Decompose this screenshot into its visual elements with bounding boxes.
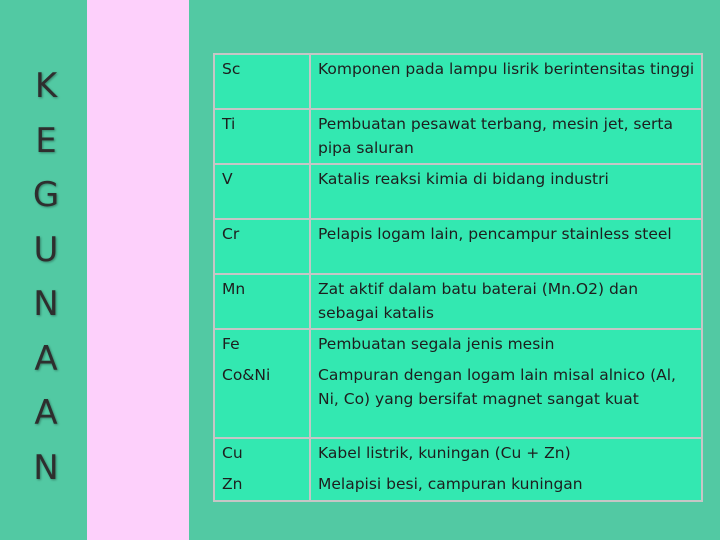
table-row bbox=[214, 438, 702, 501]
metal-uses-table bbox=[213, 53, 703, 502]
table-row bbox=[214, 54, 702, 109]
element-symbol: Mn bbox=[214, 274, 310, 329]
element-use: Zat aktif dalam batu baterai (Mn.O2) dan sebagai katalis bbox=[310, 274, 702, 329]
element-symbol: Cu Zn bbox=[214, 438, 310, 501]
element-symbol: V bbox=[214, 164, 310, 219]
element-use: Pelapis logam lain, pencampur stainless steel bbox=[310, 219, 702, 274]
title-letter: N bbox=[33, 284, 59, 324]
element-use: Kabel listrik, kuningan (Cu + Zn) Melapisi besi, campuran kuningan bbox=[310, 438, 702, 501]
element-symbol: Ti bbox=[214, 109, 310, 164]
table-row bbox=[214, 109, 702, 164]
table-row bbox=[214, 329, 702, 438]
decorative-pink-strip bbox=[87, 0, 189, 540]
title-letter: U bbox=[33, 229, 59, 270]
title-letter: E bbox=[35, 120, 57, 161]
title-letter: G bbox=[32, 175, 60, 215]
vertical-title bbox=[24, 64, 68, 500]
element-symbol: Cr bbox=[214, 219, 310, 274]
element-use: Katalis reaksi kimia di bidang industri bbox=[310, 164, 702, 219]
element-use: Pembuatan pesawat terbang, mesin jet, serta pipa saluran bbox=[310, 109, 702, 164]
table-row bbox=[214, 274, 702, 329]
title-letter: A bbox=[34, 393, 58, 433]
title-letter: K bbox=[34, 66, 58, 106]
element-symbol: Fe Co&Ni bbox=[214, 329, 310, 438]
element-use: Pembuatan segala jenis mesin Campuran dengan logam lain misal alnico (Al, Ni, Co) yang bersifat magnet sangat kuat bbox=[310, 329, 702, 438]
table-row bbox=[214, 219, 702, 274]
table-row bbox=[214, 164, 702, 219]
element-use: Komponen pada lampu lisrik berintensitas tinggi bbox=[310, 54, 702, 109]
element-symbol: Sc bbox=[214, 54, 310, 109]
title-letter: A bbox=[34, 338, 58, 379]
title-letter: N bbox=[33, 447, 59, 488]
